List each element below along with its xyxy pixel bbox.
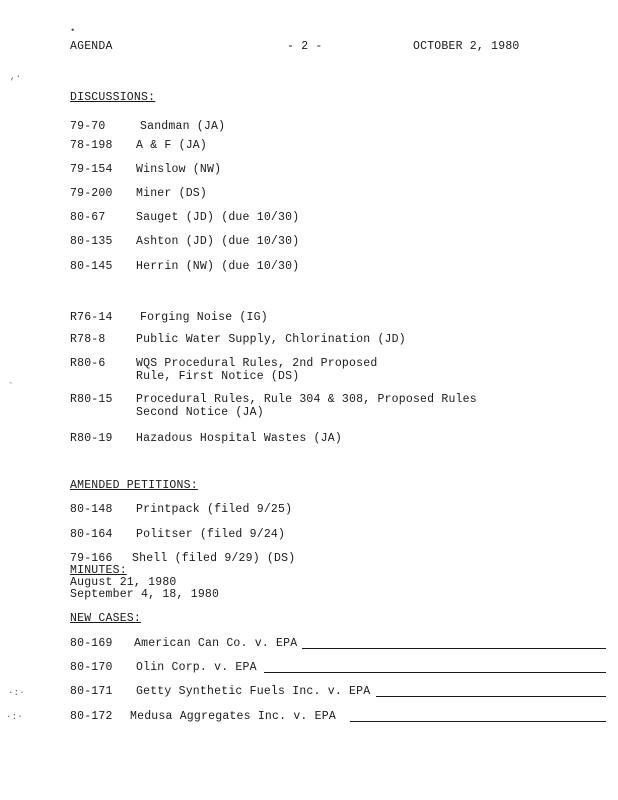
docket-number: R80-19 bbox=[70, 432, 113, 445]
scan-speck: ·:· bbox=[8, 688, 25, 698]
docket-number: R80-6 bbox=[70, 357, 106, 370]
docket-number: 79-200 bbox=[70, 187, 113, 200]
minutes-heading: MINUTES: bbox=[70, 564, 127, 577]
docket-number: R78-8 bbox=[70, 333, 106, 346]
case-title: Herrin (NW) (due 10/30) bbox=[136, 260, 300, 273]
scan-speck: ` bbox=[8, 382, 14, 392]
amended-petitions-heading: AMENDED PETITIONS: bbox=[70, 479, 198, 492]
petition-title: Printpack (filed 9/25) bbox=[136, 503, 293, 516]
rule-title-continued: Rule, First Notice (DS) bbox=[136, 370, 300, 383]
petition-title: Politser (filed 9/24) bbox=[136, 528, 286, 541]
case-title: Sandman (JA) bbox=[140, 120, 226, 133]
docket-number: R80-15 bbox=[70, 393, 113, 406]
docket-number: R76-14 bbox=[70, 311, 113, 324]
docket-number: 79-166 bbox=[70, 552, 113, 565]
page-number: - 2 - bbox=[287, 40, 323, 53]
case-title: Sauget (JD) (due 10/30) bbox=[136, 211, 300, 224]
assignment-blank-line bbox=[350, 721, 606, 722]
assignment-blank-line bbox=[302, 648, 606, 649]
discussions-heading: DISCUSSIONS: bbox=[70, 91, 156, 104]
docket-number: 79-70 bbox=[70, 120, 106, 133]
case-title: American Can Co. v. EPA bbox=[134, 637, 298, 650]
header-agenda: AGENDA bbox=[70, 40, 113, 53]
case-title: Miner (DS) bbox=[136, 187, 208, 200]
scan-speck: ·:· bbox=[6, 712, 23, 722]
rule-title: Forging Noise (IG) bbox=[140, 311, 268, 324]
docket-number: 80-170 bbox=[70, 661, 113, 674]
case-title: Winslow (NW) bbox=[136, 163, 222, 176]
rule-title: Procedural Rules, Rule 304 & 308, Proposed Rules bbox=[136, 393, 477, 406]
minutes-date: August 21, 1980 bbox=[70, 576, 177, 589]
scan-speck: • bbox=[70, 26, 76, 36]
case-title: Medusa Aggregates Inc. v. EPA bbox=[130, 710, 336, 723]
docket-number: 80-171 bbox=[70, 685, 113, 698]
rule-title-continued: Second Notice (JA) bbox=[136, 406, 264, 419]
assignment-blank-line bbox=[376, 696, 606, 697]
docket-number: 80-135 bbox=[70, 235, 113, 248]
docket-number: 79-154 bbox=[70, 163, 113, 176]
docket-number: 80-148 bbox=[70, 503, 113, 516]
rule-title: WQS Procedural Rules, 2nd Proposed bbox=[136, 357, 378, 370]
docket-number: 80-169 bbox=[70, 637, 113, 650]
assignment-blank-line bbox=[264, 672, 606, 673]
scan-speck: ,· bbox=[10, 72, 22, 82]
docket-number: 80-164 bbox=[70, 528, 113, 541]
new-cases-heading: NEW CASES: bbox=[70, 612, 142, 625]
docket-number: 80-145 bbox=[70, 260, 113, 273]
minutes-date: September 4, 18, 1980 bbox=[70, 588, 220, 601]
case-title: Olin Corp. v. EPA bbox=[136, 661, 257, 674]
docket-number: 80-67 bbox=[70, 211, 106, 224]
rule-title: Public Water Supply, Chlorination (JD) bbox=[136, 333, 406, 346]
docket-number: 78-198 bbox=[70, 139, 113, 152]
rule-title: Hazadous Hospital Wastes (JA) bbox=[136, 432, 342, 445]
docket-number: 80-172 bbox=[70, 710, 113, 723]
petition-title: Shell (filed 9/29) (DS) bbox=[132, 552, 296, 565]
case-title: A & F (JA) bbox=[136, 139, 208, 152]
case-title: Getty Synthetic Fuels Inc. v. EPA bbox=[136, 685, 371, 698]
header-date: OCTOBER 2, 1980 bbox=[413, 40, 520, 53]
case-title: Ashton (JD) (due 10/30) bbox=[136, 235, 300, 248]
